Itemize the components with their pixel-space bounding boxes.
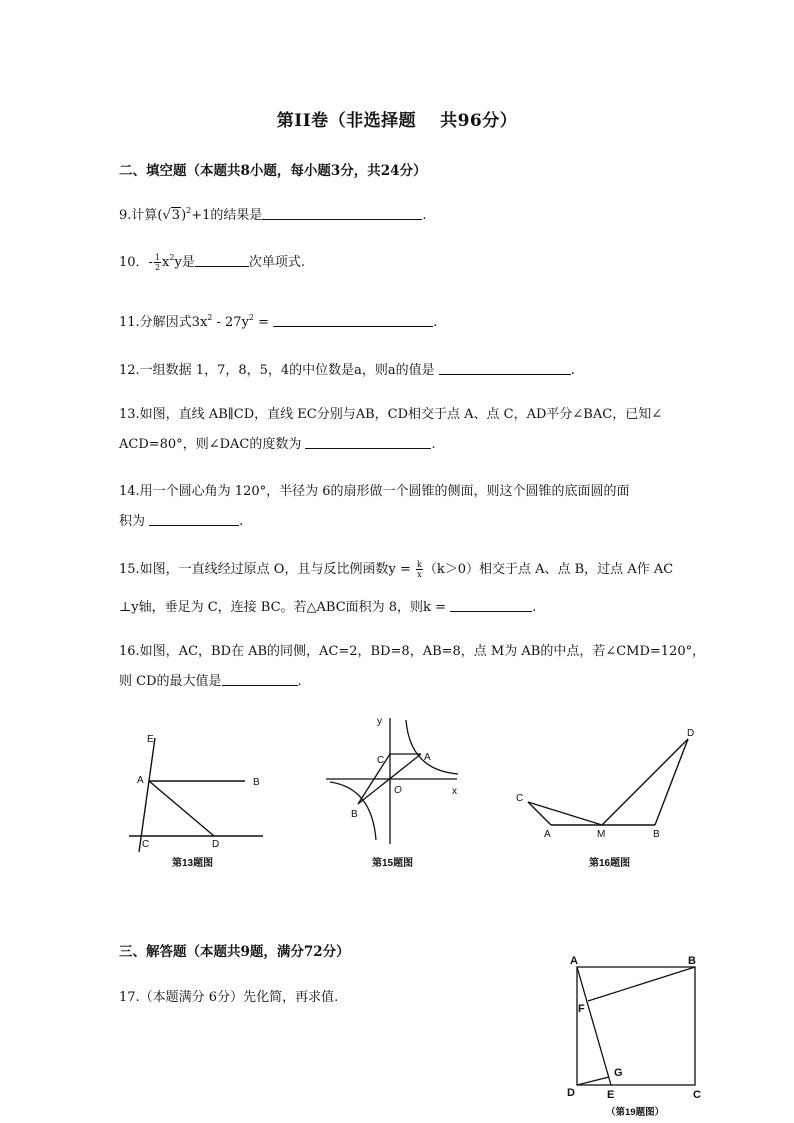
label-x: x <box>452 786 457 797</box>
fraction-numerator: k <box>416 560 422 569</box>
question-12 <box>119 359 575 378</box>
label-f: F <box>578 1003 585 1015</box>
question-13-line-2 <box>119 433 436 452</box>
square-abcd <box>577 967 695 1085</box>
q14-end: . <box>239 514 244 529</box>
question-14-line-1: 14.用一个圆心角为 120°，半径为 6的扇形做一个圆锥的侧面，则这个圆锥的底面圆的面 <box>119 484 630 499</box>
page-title: 第II卷（非选择题 共96分） <box>276 111 518 131</box>
q16-text: 则 CD的最大值是 <box>119 674 222 689</box>
q10-prefix: 10．- <box>119 255 153 270</box>
answer-blank-16[interactable] <box>222 673 298 686</box>
label-m: M <box>597 829 606 840</box>
q15-text-2: ⊥y轴，垂足为 C，连接 BC。若△ABC面积为 8，则k = <box>119 600 451 615</box>
label-a: A <box>570 955 578 967</box>
q13-end: . <box>431 437 436 452</box>
label-a: A <box>424 752 431 763</box>
q9-prefix: 9.计算( <box>119 208 163 223</box>
sqrt-sign: √ <box>162 208 171 223</box>
q10-end: 次单项式. <box>248 255 305 270</box>
label-g: G <box>614 1067 623 1079</box>
answer-blank-9[interactable] <box>262 207 422 220</box>
q9-text: +1的结果是 <box>191 208 263 223</box>
label-o: O <box>394 785 402 796</box>
figure-13 <box>125 730 275 855</box>
hyperbola-branch-1 <box>406 720 458 774</box>
question-17: 17.（本题满分 6分）先化简，再求值. <box>119 990 339 1005</box>
answer-blank-14[interactable] <box>149 513 239 526</box>
question-9 <box>119 204 427 223</box>
q15-prefix: 15.如图，一直线经过原点 O，且与反比例函数y = <box>119 562 415 577</box>
q15-end: . <box>532 600 537 615</box>
q15-fraction <box>416 560 423 579</box>
segment-dg <box>577 1077 609 1085</box>
figure-15 <box>322 712 467 847</box>
segment-bf <box>588 967 695 1001</box>
question-13-line-1: 13.如图，直线 AB∥CD，直线 EC分别与AB，CD相交于点 A、点 C，AD平分∠BAC，已知∠ <box>119 407 663 422</box>
fraction-numerator: 1 <box>154 253 161 262</box>
answer-blank-15[interactable] <box>450 599 532 612</box>
figure-19 <box>562 950 712 1100</box>
label-d: D <box>567 1087 575 1099</box>
figure-16 <box>510 725 700 840</box>
question-10 <box>119 251 305 272</box>
fraction-denominator: 2 <box>154 263 161 272</box>
question-16-line-2 <box>119 670 302 689</box>
fraction-denominator: x <box>417 570 422 579</box>
answer-blank-10[interactable] <box>195 254 249 267</box>
q9-exponent: 2 <box>186 206 192 215</box>
q13-text: ACD=80°，则∠DAC的度数为 <box>119 437 306 452</box>
q10-var: x <box>162 255 170 270</box>
q9-paren: ) <box>181 208 187 223</box>
q10-text: y是 <box>174 255 195 270</box>
q11-mid: - 27y <box>212 315 249 330</box>
label-b: B <box>688 955 696 967</box>
q10-fraction <box>154 253 161 272</box>
q9-end: . <box>422 208 427 223</box>
label-a: A <box>137 775 144 786</box>
question-11 <box>119 311 437 330</box>
q10-exponent: 2 <box>169 253 175 262</box>
figure-19-caption: （第19题图） <box>606 1107 665 1118</box>
q14-text: 积为 <box>119 514 150 529</box>
q12-end: . <box>570 363 575 378</box>
label-c: C <box>693 1089 701 1100</box>
section-heading-fill-in: 二、填空题（本题共8小题，每小题3分，共24分） <box>119 163 427 179</box>
answer-blank-13[interactable] <box>305 436 431 449</box>
segment-bd <box>655 739 688 825</box>
label-b: B <box>351 809 358 820</box>
label-c: C <box>516 793 524 804</box>
q11-end: . <box>433 315 438 330</box>
label-e: E <box>147 734 154 745</box>
label-a: A <box>544 829 551 840</box>
q11-exponent-1: 2 <box>207 313 213 322</box>
sqrt-radicand: 3 <box>171 208 181 223</box>
figure-15-caption: 第15题图 <box>372 858 414 869</box>
q12-text: 12.一组数据 1，7，8，5，4的中位数是a，则a的值是 <box>119 363 439 378</box>
label-e: E <box>607 1089 615 1100</box>
line-ec <box>139 738 155 852</box>
q11-exponent-2: 2 <box>248 313 255 322</box>
figure-13-caption: 第13题图 <box>172 858 214 869</box>
question-14-line-2 <box>119 510 243 529</box>
answer-blank-12[interactable] <box>439 362 571 375</box>
label-d: D <box>687 728 695 739</box>
label-b: B <box>653 829 660 840</box>
q16-end: . <box>297 674 302 689</box>
segment-ad <box>149 781 214 836</box>
figure-16-caption: 第16题图 <box>589 858 631 869</box>
label-y: y <box>377 716 382 727</box>
q11-prefix: 11.分解因式3x <box>119 315 208 330</box>
label-b: B <box>253 777 260 788</box>
question-15-line-2 <box>119 596 536 615</box>
question-16-line-1: 16.如图，AC，BD在 AB的同侧，AC=2，BD=8，AB=8，点 M为 AB的中点，若∠CMD=120°， <box>119 644 706 659</box>
q15-text: （k＞0）相交于点 A、点 B，过点 A作 AC <box>423 562 674 577</box>
label-d: D <box>212 839 220 850</box>
label-c: C <box>377 755 385 766</box>
segment-ae <box>577 967 611 1085</box>
label-c: C <box>142 839 150 850</box>
segment-md <box>602 739 688 825</box>
q11-equals: = <box>254 315 274 330</box>
question-15-line-1 <box>119 558 673 579</box>
section-heading-solutions: 三、解答题（本题共9题，满分72分） <box>119 944 350 960</box>
answer-blank-11[interactable] <box>273 314 433 327</box>
